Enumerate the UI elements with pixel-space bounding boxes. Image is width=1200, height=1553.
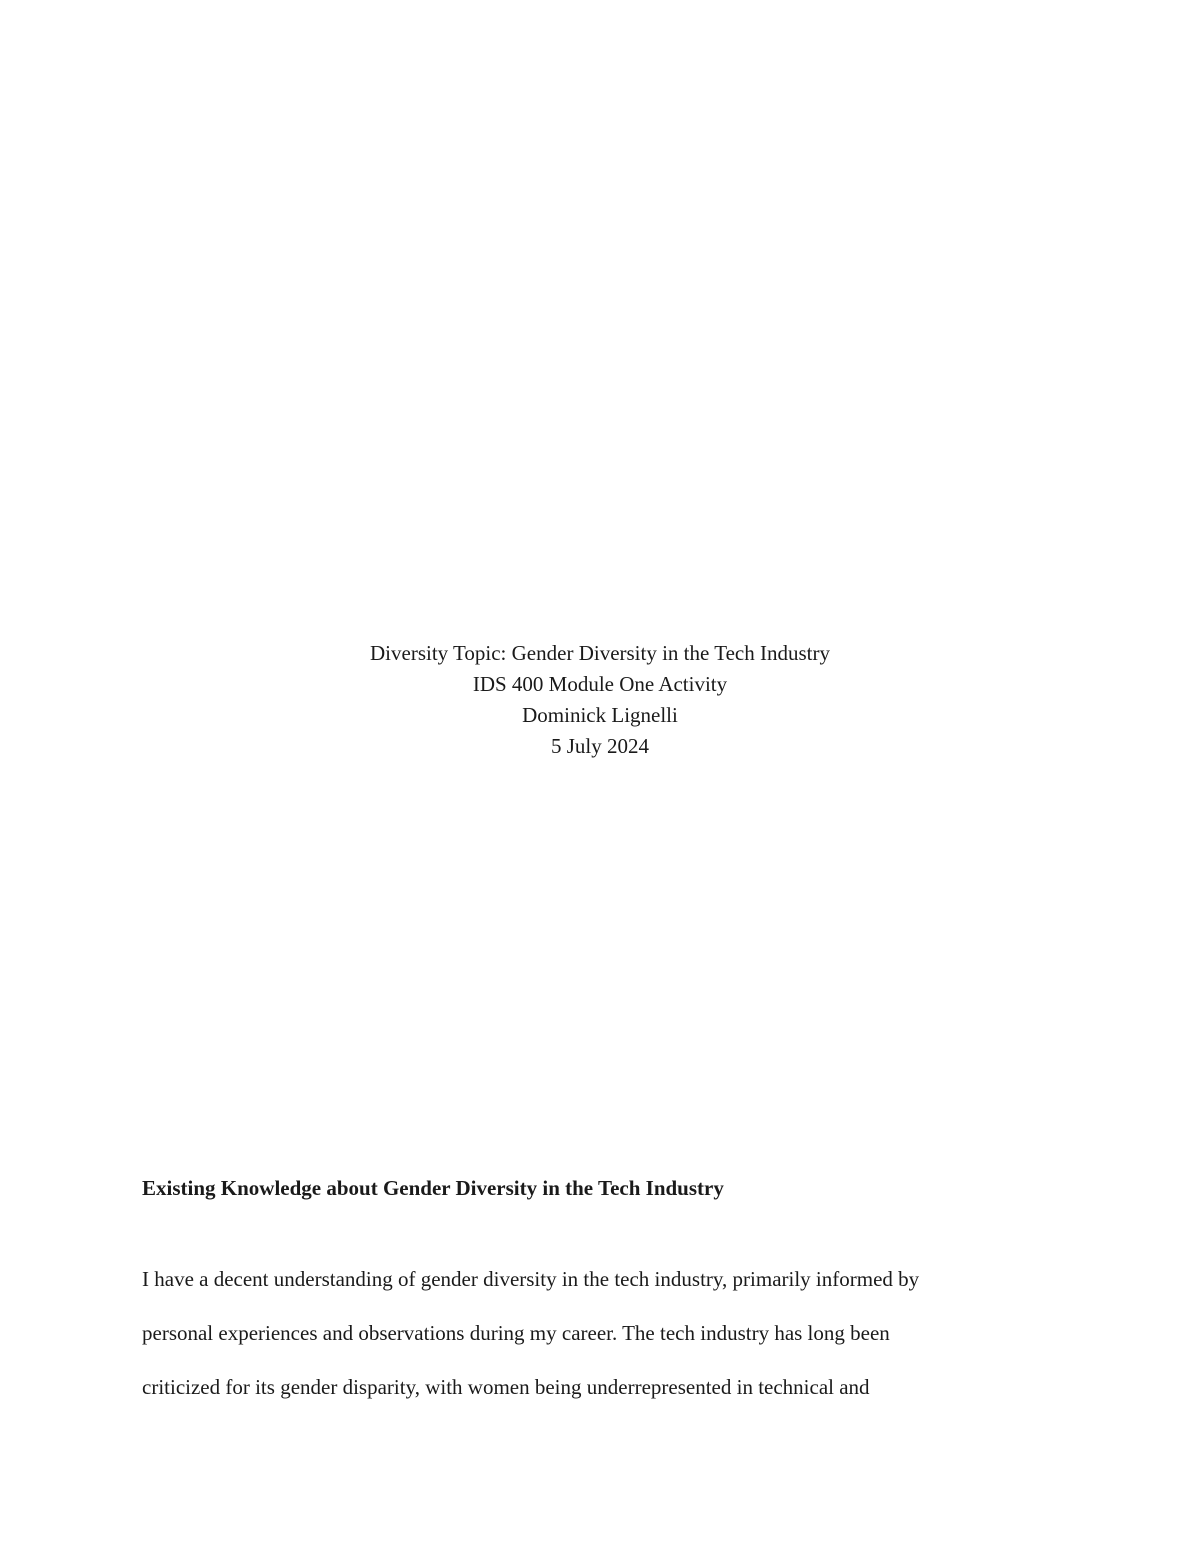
author-name: Dominick Lignelli [522,703,678,727]
paragraph-line: personal experiences and observations during my career. The tech industry has long been [142,1321,890,1345]
paper-topic: Diversity Topic: Gender Diversity in the Tech Industry [370,641,830,665]
course-name: IDS 400 Module One Activity [472,672,728,696]
paragraph-line: I have a decent understanding of gender diversity in the tech industry, primarily informed by [142,1267,920,1291]
title-block [0,638,1200,762]
section-heading: Existing Knowledge about Gender Diversity in the Tech Industry [142,1176,724,1200]
body-paragraph [142,1252,1102,1414]
paper-date: 5 July 2024 [550,734,649,758]
paragraph-line: criticized for its gender disparity, with women being underrepresented in technical and [142,1375,870,1399]
